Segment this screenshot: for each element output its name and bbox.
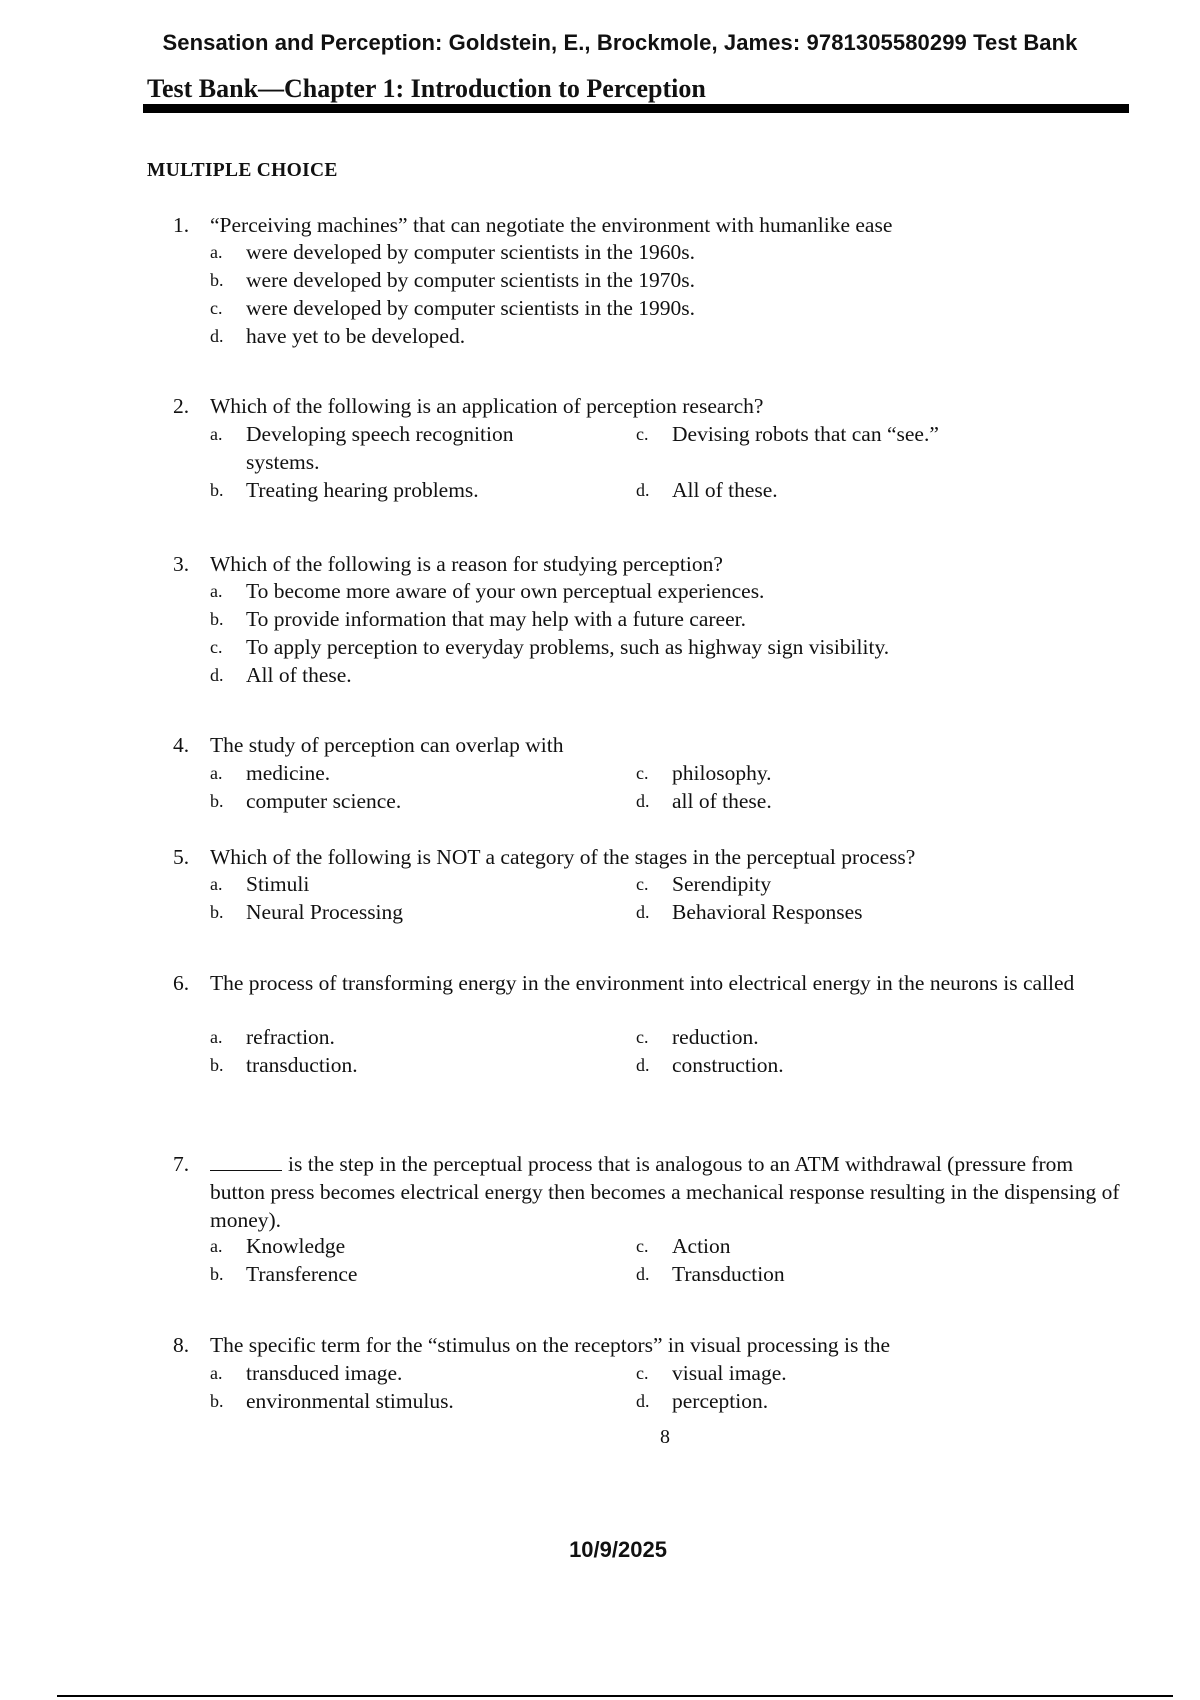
option-text: transduction. (246, 1053, 358, 1077)
option-letter: d. (210, 326, 224, 346)
option-text: Devising robots that can “see.” (672, 422, 939, 446)
question-stem: The study of perception can overlap with (210, 733, 564, 757)
question-stem: Which of the following is an application of perception research? (210, 394, 764, 418)
option-text: visual image. (672, 1361, 787, 1385)
question-stem: Which of the following is a reason for studying perception? (210, 552, 723, 576)
option-letter: c. (636, 874, 649, 894)
footer-date: 10/9/2025 (569, 1537, 667, 1562)
question-number: 3. (173, 552, 190, 576)
option-text: Knowledge (246, 1234, 346, 1258)
question-number: 4. (173, 733, 190, 757)
option-letter: d. (210, 665, 224, 685)
page-number: 8 (660, 1426, 670, 1448)
option-letter: b. (210, 1264, 224, 1284)
question-stem: The specific term for the “stimulus on the receptors” in visual processing is the (210, 1333, 891, 1357)
option-letter: a. (210, 242, 223, 262)
option-text: medicine. (246, 761, 331, 785)
option-letter: c. (636, 424, 649, 444)
option-text: reduction. (672, 1025, 759, 1049)
question-number: 2. (173, 394, 190, 418)
option-text: All of these. (672, 478, 778, 502)
option-letter: b. (210, 1055, 224, 1075)
option-letter: d. (636, 1264, 650, 1284)
question-number: 7. (173, 1152, 190, 1176)
question-number: 6. (173, 971, 190, 995)
option-text: perception. (672, 1389, 769, 1413)
option-letter: d. (636, 902, 650, 922)
question-stem: is the step in the perceptual process that is analogous to an ATM withdrawal (pressure from button press becomes electrical energy then becomes a mechanical response resulting in the dispensing of money). (210, 1152, 1120, 1232)
option-letter: b. (210, 791, 224, 811)
option-text: refraction. (246, 1025, 335, 1049)
question-number: 8. (173, 1333, 190, 1357)
option-letter: b. (210, 609, 224, 629)
option-letter: c. (636, 1236, 649, 1256)
option-letter: d. (636, 1055, 650, 1075)
option-text: construction. (672, 1053, 784, 1077)
option-text: have yet to be developed. (246, 324, 466, 348)
option-text: Behavioral Responses (672, 900, 863, 924)
option-text: were developed by computer scientists in the 1970s. (246, 268, 696, 292)
option-letter: c. (636, 763, 649, 783)
option-text: Transduction (672, 1262, 785, 1286)
option-letter: a. (210, 1236, 223, 1256)
option-text: Treating hearing problems. (246, 478, 479, 502)
question-stem-wrapper (210, 1150, 1130, 1234)
chapter-title: Test Bank—Chapter 1: Introduction to Perception (147, 74, 706, 103)
question-stem: Which of the following is NOT a category of the stages in the perceptual process? (210, 845, 916, 869)
option-text: To become more aware of your own perceptual experiences. (246, 579, 765, 603)
option-text: philosophy. (672, 761, 772, 785)
option-text: Action (672, 1234, 731, 1258)
option-text: Serendipity (672, 872, 772, 896)
option-text: To provide information that may help with a future career. (246, 607, 746, 631)
option-letter: a. (210, 763, 223, 783)
section-heading: MULTIPLE CHOICE (147, 160, 338, 181)
option-text: were developed by computer scientists in the 1960s. (246, 240, 696, 264)
option-letter: d. (636, 791, 650, 811)
option-letter: c. (636, 1027, 649, 1047)
option-letter: b. (210, 902, 224, 922)
option-letter: a. (210, 424, 223, 444)
option-letter: b. (210, 1391, 224, 1411)
question-stem: “Perceiving machines” that can negotiate the environment with humanlike ease (210, 213, 893, 237)
option-text: Transference (246, 1262, 358, 1286)
question-number: 1. (173, 213, 190, 237)
option-letter: b. (210, 270, 224, 290)
option-letter: a. (210, 581, 223, 601)
option-letter: c. (210, 298, 223, 318)
option-text: Developing speech recognition systems. (246, 422, 514, 474)
option-letter: a. (210, 1027, 223, 1047)
answer-blank (210, 1150, 282, 1171)
option-letter: c. (210, 637, 223, 657)
option-text: were developed by computer scientists in the 1990s. (246, 296, 696, 320)
question-number: 5. (173, 845, 190, 869)
option-text: environmental stimulus. (246, 1389, 454, 1413)
option-text: computer science. (246, 789, 402, 813)
title-divider (143, 104, 1129, 113)
option-text: All of these. (246, 663, 352, 687)
option-letter: d. (636, 1391, 650, 1411)
option-letter: b. (210, 480, 224, 500)
option-text: Neural Processing (246, 900, 404, 924)
option-text: all of these. (672, 789, 772, 813)
document-header: Sensation and Perception: Goldstein, E., Brockmole, James: 9781305580299 Test Bank (162, 30, 1078, 55)
option-letter: d. (636, 480, 650, 500)
option-letter: a. (210, 1363, 223, 1383)
bottom-divider (57, 1695, 1173, 1697)
option-letter: c. (636, 1363, 649, 1383)
question-stem: The process of transforming energy in the environment into electrical energy in the neurons is called (210, 971, 1075, 995)
option-letter: a. (210, 874, 223, 894)
option-text: To apply perception to everyday problems, such as highway sign visibility. (246, 635, 890, 659)
option-text: Stimuli (246, 872, 310, 896)
option-text: transduced image. (246, 1361, 403, 1385)
